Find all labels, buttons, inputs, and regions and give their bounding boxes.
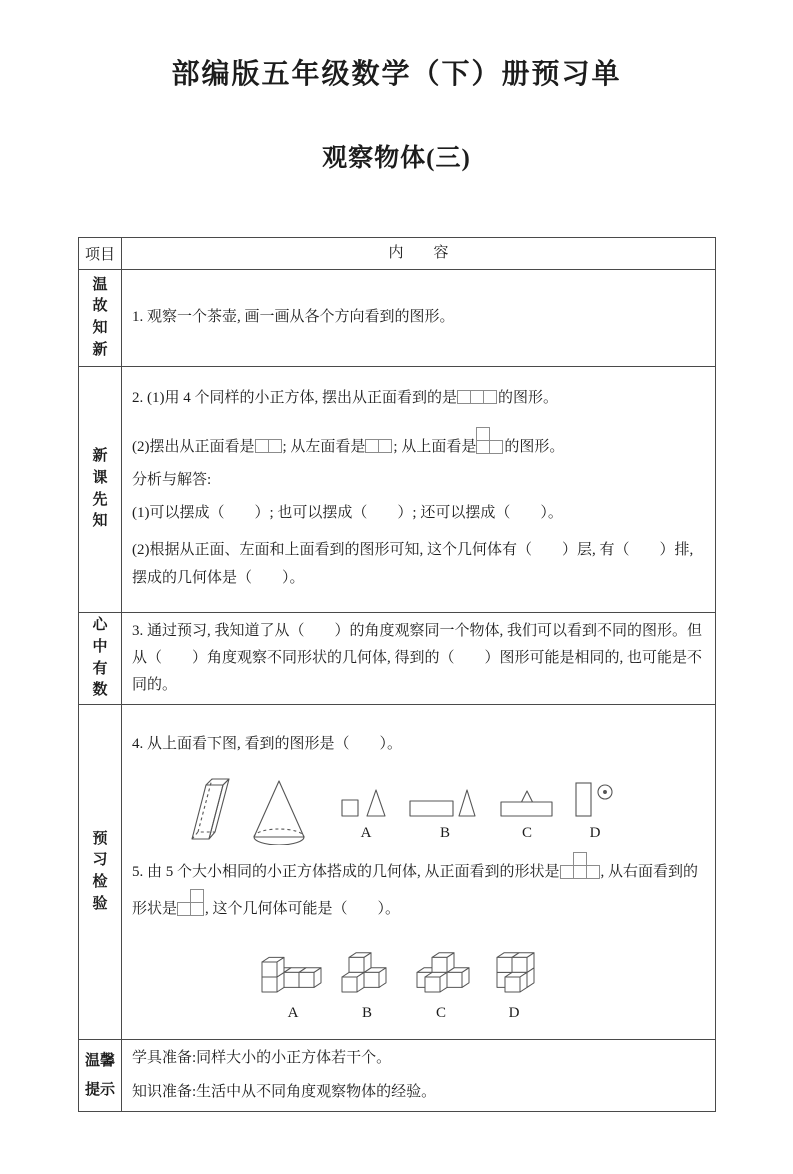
three-squares-row-icon [457,390,498,404]
cube-option-d-label: D [508,1005,520,1021]
lesson-title: 观察物体(三) [322,145,471,172]
question-4-text: 4. 从上面看下图, 看到的图形是（ ）。 [132,735,403,752]
row-new-lesson-label: 新课先知 [92,448,108,530]
row-check-label-cell [79,705,122,1039]
tips-line-2: 知识准备:生活中从不同角度观察物体的经验。 [132,1083,437,1100]
analysis-heading: 分析与解答: [132,472,212,488]
t-tetromino-icon [560,852,601,879]
option-c-figure [498,787,556,845]
row-review-content [122,270,715,366]
question-3-text: 3. 通过预习, 我知道了从（ ）的角度观察同一个物体, 我们可以看到不同的图形。但从（ ）角度观察不同形状的几何体, 得到的（ ）图形可能是相同的, 也可能是不同的。 [132,623,703,693]
analysis-line1: (1)可以摆成（ ）; 也可以摆成（ ）; 还可以摆成（ ）。 [132,505,563,522]
question-1-text: 1. 观察一个茶壶, 画一画从各个方向看到的图形。 [132,309,455,326]
table-header-row [79,238,715,269]
row-mindful-label: 心中有数 [92,617,108,699]
row-check-label: 预习检验 [92,830,108,912]
cube-option-c-label: C [435,1005,446,1021]
header-items-column [79,238,122,269]
cube-option-b [340,936,394,1025]
l-tromino-top-left-icon [476,427,504,454]
q2-line2-pre: (2)摆出从正面看是 [132,438,255,455]
question-5-figures [260,936,703,1025]
square-triangle-icon [340,787,392,821]
option-d-label: D [589,824,601,841]
two-squares-row-icon [255,439,283,453]
tips-line-1: 学具准备:同样大小的小正方体若干个。 [132,1050,392,1067]
two-squares-row-icon [365,439,393,453]
page-title: 部编版五年级数学（下）册预习单 [171,59,622,90]
q2-line1-post: 的图形。 [498,389,559,406]
option-d-figure [572,779,618,845]
q5-mid: , 从右面看到的形状是 [132,864,699,917]
analysis-line2: (2)根据从正面、左面和上面看到的图形可知, 这个几何体有（ ）层, 有（ ）排, 摆成的几何体是（ ）。 [132,541,694,586]
option-b-figure [408,787,482,845]
row-tips [79,1039,715,1111]
rectangle-triangle-icon [408,787,482,821]
row-review-label: 温故知新 [92,276,108,358]
header-content-label: 内 容 [388,244,449,261]
header-items-label: 项目 [84,247,115,263]
cube-option-b-label: B [361,1005,372,1021]
row-tips-label: 温馨提示 [84,1053,115,1098]
question-2-line1 [132,387,703,410]
q2-line1-pre: 2. (1)用 4 个同样的小正方体, 摆出从正面看到的是 [132,389,457,406]
option-a-figure [340,787,392,845]
row-mindful-label-cell [79,613,122,704]
cube-option-c [408,936,474,1025]
cube-arrangement-d-icon [488,936,540,1000]
row-check-content [122,705,715,1039]
q5-post: , 这个几何体可能是（ ）。 [205,900,401,917]
question-2-line2 [132,427,703,459]
q2-line2-mid1: ; 从左面看是 [282,438,366,455]
option-c-label: C [521,824,532,841]
header-content-column [122,238,715,269]
cube-arrangement-b-icon [340,936,394,1000]
q5-pre: 5. 由 5 个大小相同的小正方体搭成的几何体, 从正面看到的形状是 [132,864,560,880]
cube-option-a [260,936,326,1025]
row-mindful-content [122,613,715,704]
row-new-lesson-content [122,367,715,612]
q2-line2-mid2: ; 从上面看是 [393,438,477,455]
rectangle-with-triangle-top-icon [498,787,556,821]
row-new-lesson-label-cell [79,367,122,612]
cube-option-a-label: A [287,1005,299,1021]
row-mindful [79,612,715,704]
worksheet-table [78,237,716,1112]
l-tromino-top-right-icon [177,889,205,916]
cuboid-and-cone-figure [176,769,316,845]
question-5-text [132,852,703,925]
cube-arrangement-a-icon [260,936,326,1000]
row-tips-content [122,1040,715,1111]
cuboid-cone-scene-icon [176,769,316,845]
row-tips-label-cell [79,1040,122,1111]
question-4-figures [176,769,703,845]
row-new-lesson [79,366,715,612]
option-a-label: A [360,824,372,841]
cube-arrangement-c-icon [408,936,474,1000]
row-check [79,704,715,1039]
row-review [79,269,715,366]
cube-option-d [488,936,540,1025]
q2-line2-post: 的图形。 [504,438,565,455]
option-b-label: B [439,824,450,841]
rectangle-circle-icon [572,779,618,821]
row-review-label-cell [79,270,122,366]
